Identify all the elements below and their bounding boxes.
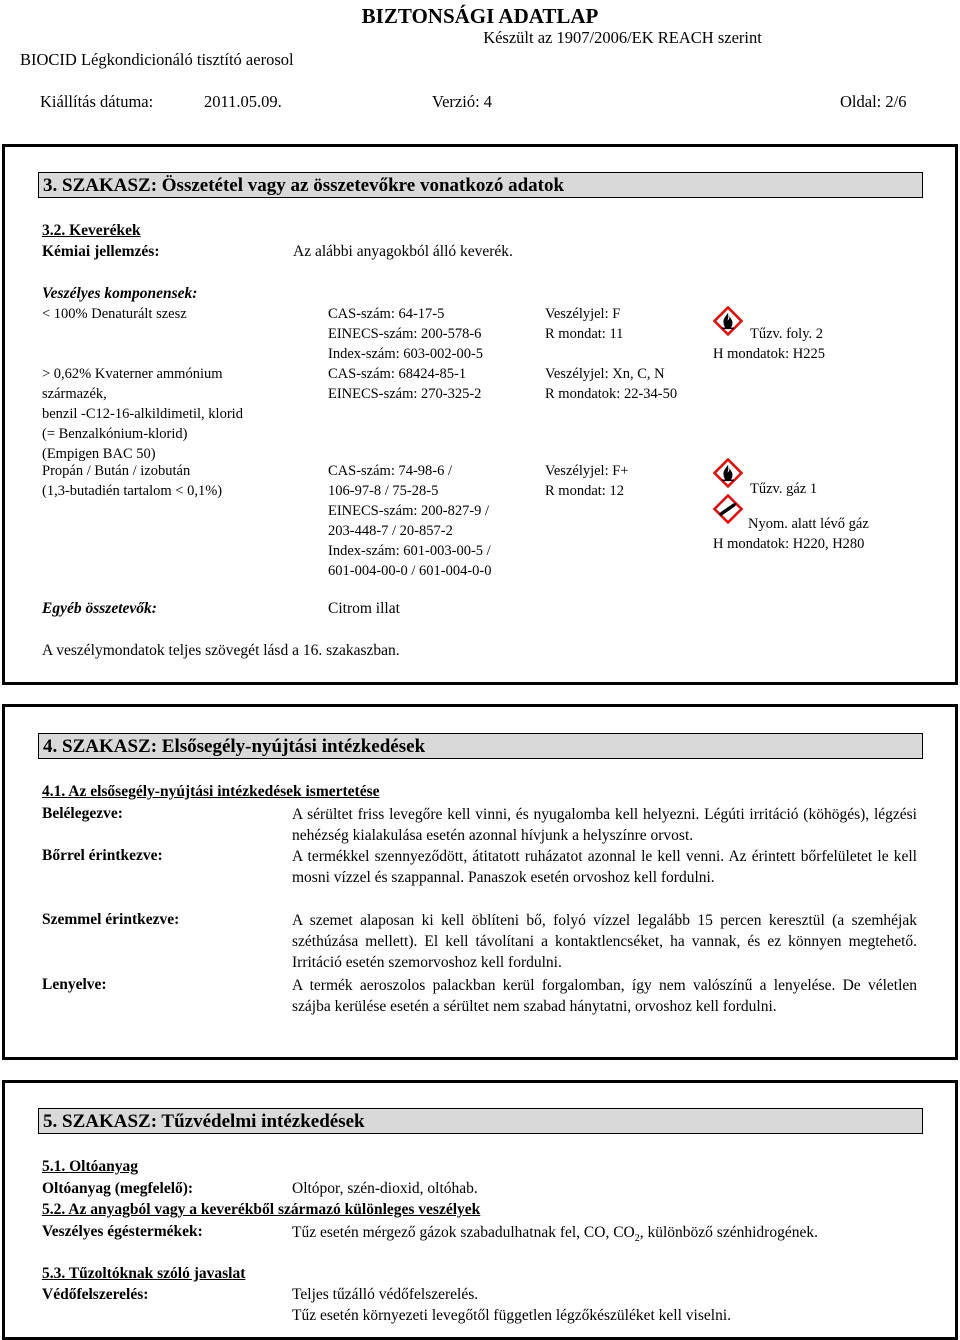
combustion-products-text: Tűz esetén mérgező gázok szabadulhatnak fel, CO, $CO_2$, különböző szénhidrogének. (292, 1224, 818, 1245)
component-einecs: EINECS-szám: 270-325-2 (328, 386, 482, 402)
component-r-phrase: R mondat: 11 (545, 326, 624, 342)
section-5-3-title: 5.3. Tűzoltóknak szóló javaslat (42, 1265, 246, 1282)
issue-date: 2011.05.09. (204, 92, 282, 111)
chem-label: Kémiai jellemzés: (42, 243, 160, 260)
component-name: > 0,62% Kvaterner ammónium (42, 366, 223, 382)
component-name: < 100% Denaturált szesz (42, 306, 187, 322)
gas-cylinder-pictogram-icon (713, 494, 743, 524)
component-cas: CAS-szám: 64-17-5 (328, 306, 445, 322)
extinguishing-label: Oltóanyag (megfelelő): (42, 1180, 194, 1197)
flame-pictogram-icon (713, 306, 743, 336)
clp-class: Tűzv. foly. 2 (750, 326, 824, 342)
component-cas: 106-97-8 / 75-28-5 (328, 483, 439, 499)
component-name: (Empigen BAC 50) (42, 446, 156, 462)
component-name: származék, (42, 386, 107, 402)
component-symbol: Veszélyjel: Xn, C, N (545, 366, 665, 382)
section-5-1-title: 5.1. Oltóanyag (42, 1158, 139, 1175)
hazard-components-label: Veszélyes komponensek: (42, 285, 198, 302)
component-name: Propán / Bután / izobután (42, 463, 191, 479)
ingestion-text: A termék aeroszolos palackban kerül forgalomban, így nem valószínű a lenyelése. De véletlen szájba kerülése esetén a sérültet nem szabad hánytatni, orvoshoz kell fordulni. (292, 977, 917, 1015)
flame-pictogram-icon (713, 458, 743, 488)
document-title: BIZTONSÁGI ADATLAP (361, 4, 599, 28)
component-einecs: EINECS-szám: 200-578-6 (328, 326, 482, 342)
issue-date-label: Kiállítás dátuma: (40, 92, 154, 111)
ingestion-label: Lenyelve: (42, 976, 107, 993)
clp-h-phrases: H mondatok: H225 (713, 346, 825, 362)
clp-class: Nyom. alatt lévő gáz (748, 516, 869, 532)
chem-value: Az alábbi anyagokból álló keverék. (293, 243, 513, 260)
component-cas: CAS-szám: 74-98-6 / (328, 463, 453, 479)
protective-equipment-label: Védőfelszerelés: (42, 1286, 149, 1303)
version: Verzió: 4 (432, 92, 493, 111)
other-components-label: Egyéb összetevők: (42, 600, 157, 617)
component-einecs: EINECS-szám: 200-827-9 / (328, 503, 490, 519)
clp-class: Tűzv. gáz 1 (750, 481, 818, 497)
protective-equipment-line: Tűz esetén környezeti levegőtől független légzőkészüléket kell viselni. (292, 1307, 732, 1324)
page-number: Oldal: 2/6 (840, 92, 907, 111)
component-name: (= Benzalkónium-klorid) (42, 426, 188, 442)
eye-contact-text: A szemet alaposan ki kell öblíteni bő, folyó vízzel legalább 15 percen keresztül (a szemhéjak széthúzása mellett). El kell távolítani a kontaktlencséket, ha vannak, és ez könnyen megtehető. Irritáció esetén szemorvoshoz kell fordulni. (292, 912, 917, 971)
section-5-heading: 5. SZAKASZ: Tűzvédelmi intézkedések (38, 1108, 923, 1134)
component-symbol: Veszélyjel: F+ (545, 463, 629, 479)
component-index: Index-szám: 601-003-00-5 / (328, 543, 491, 559)
section-5-2-title: 5.2. Az anyagból vagy a keverékből származó különleges veszélyek (42, 1201, 481, 1218)
inhalation-label: Belélegezve: (42, 805, 123, 822)
document-subtitle: Készült az 1907/2006/EK REACH szerint (483, 28, 762, 47)
protective-equipment-line: Teljes tűzálló védőfelszerelés. (292, 1286, 479, 1303)
product-name: BIOCID Légkondicionáló tisztító aerosol (20, 50, 294, 69)
combustion-products-label: Veszélyes égéstermékek: (42, 1223, 203, 1240)
clp-h-phrases: H mondatok: H220, H280 (713, 536, 865, 552)
extinguishing-value: Oltópor, szén-dioxid, oltóhab. (292, 1180, 478, 1197)
hazard-phrase-note: A veszélymondatok teljes szövegét lásd a 16. szakaszban. (42, 642, 400, 659)
section-3-2-title: 3.2. Keverékek (42, 222, 141, 239)
component-einecs: 203-448-7 / 20-857-2 (328, 523, 453, 539)
other-components-value: Citrom illat (328, 600, 400, 617)
component-index: 601-004-00-0 / 601-004-0-0 (328, 563, 492, 579)
component-index: Index-szám: 603-002-00-5 (328, 346, 484, 362)
skin-contact-label: Bőrrel érintkezve: (42, 847, 163, 864)
section-3-heading: 3. SZAKASZ: Összetétel vagy az összetevőkre vonatkozó adatok (38, 172, 923, 198)
component-r-phrase: R mondatok: 22-34-50 (545, 386, 678, 402)
component-name: benzil -C12-16-alkildimetil, klorid (42, 406, 243, 422)
inhalation-text: A sérültet friss levegőre kell vinni, és nyugalomba kell helyezni. Légúti irritáció (köhögés), légzési nehézség kialakulása esetén azonnal hívjunk a helyszínre orvost. (292, 806, 917, 844)
component-symbol: Veszélyjel: F (545, 306, 621, 322)
component-cas: CAS-szám: 68424-85-1 (328, 366, 467, 382)
component-r-phrase: R mondat: 12 (545, 483, 624, 499)
skin-contact-text: A termékkel szennyeződött, átitatott ruházatot azonnal le kell venni. Az érintett bőrfelületet le kell mosni vízzel és szappannal. Panaszok esetén orvoshoz kell fordulni. (292, 848, 917, 886)
component-name: (1,3-butadién tartalom < 0,1%) (42, 483, 223, 499)
eye-contact-label: Szemmel érintkezve: (42, 911, 180, 928)
section-4-1-title: 4.1. Az elsősegély-nyújtási intézkedések ismertetése (42, 783, 380, 800)
section-4-heading: 4. SZAKASZ: Elsősegély-nyújtási intézkedések (38, 733, 923, 759)
